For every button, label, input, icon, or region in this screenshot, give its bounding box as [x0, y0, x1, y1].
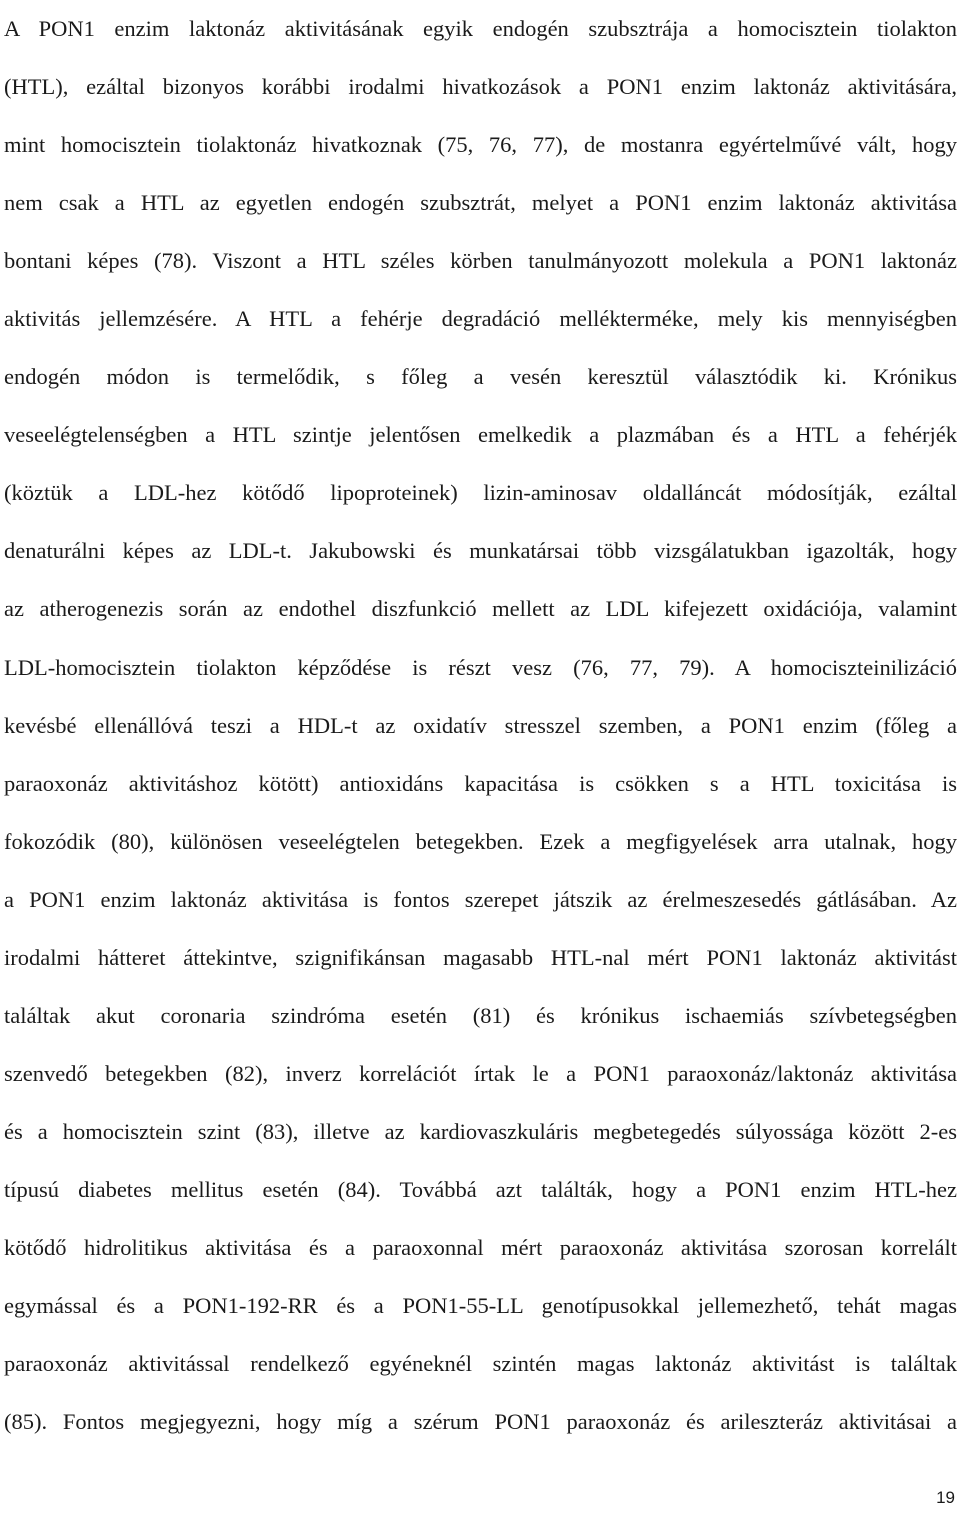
text-line: denaturálni képes az LDL-t. Jakubowski és munkatársai több vizsgálatukban igazolták, hogy [4, 538, 957, 564]
text-line: és a homocisztein szint (83), illetve az kardiovaszkuláris megbetegedés súlyossága között 2-es [4, 1118, 957, 1144]
text-line: veseelégtelenségben a HTL szintje jelentősen emelkedik a plazmában és a HTL a fehérjék [4, 422, 957, 448]
text-line: (HTL), ezáltal bizonyos korábbi irodalmi hivatkozások a PON1 enzim laktonáz aktivitására, [4, 74, 957, 100]
text-line: (85). Fontos megjegyezni, hogy míg a szérum PON1 paraoxonáz és arileszteráz aktivitásai a [4, 1409, 957, 1435]
text-line: egymással és a PON1-192-RR és a PON1-55-LL genotípusokkal jellemezhető, tehát magas [4, 1293, 957, 1319]
text-line: kevésbé ellenállóvá teszi a HDL-t az oxidatív stresszel szemben, a PON1 enzim (főleg a [4, 712, 957, 738]
text-line: szenvedő betegekben (82), inverz korrelációt írtak le a PON1 paraoxonáz/laktonáz aktivitása [4, 1060, 957, 1086]
text-line: paraoxonáz aktivitáshoz kötött) antioxidáns kapacitása is csökken s a HTL toxicitása is [4, 770, 957, 796]
text-line: kötődő hidrolitikus aktivitása és a paraoxonnal mért paraoxonáz aktivitása szorosan korrelált [4, 1234, 957, 1260]
body-paragraph [4, 0, 957, 1451]
text-line: endogén módon is termelődik, s főleg a vesén keresztül választódik ki. Krónikus [4, 364, 957, 390]
text-line: (köztük a LDL-hez kötődő lipoproteinek) lizin-aminosav oldalláncát módosítják, ezáltal [4, 480, 957, 506]
text-line: aktivitás jellemzésére. A HTL a fehérje degradáció mellékterméke, mely kis mennyiségben [4, 306, 957, 332]
text-line: bontani képes (78). Viszont a HTL széles körben tanulmányozott molekula a PON1 laktonáz [4, 248, 957, 274]
text-line: LDL-homocisztein tiolakton képződése is részt vesz (76, 77, 79). A homociszteinilizáció [4, 654, 957, 680]
text-line: az atherogenezis során az endothel diszfunkció mellett az LDL kifejezett oxidációja, valamint [4, 596, 957, 622]
text-line: mint homocisztein tiolaktonáz hivatkoznak (75, 76, 77), de mostanra egyértelművé vált, hogy [4, 132, 957, 158]
text-line: paraoxonáz aktivitással rendelkező egyéneknél szintén magas laktonáz aktivitást is találtak [4, 1351, 957, 1377]
text-line: típusú diabetes mellitus esetén (84). Továbbá azt találták, hogy a PON1 enzim HTL-hez [4, 1176, 957, 1202]
text-line: találtak akut coronaria szindróma esetén (81) és krónikus ischaemiás szívbetegségben [4, 1002, 957, 1028]
text-line: A PON1 enzim laktonáz aktivitásának egyik endogén szubsztrája a homocisztein tiolakton [4, 16, 957, 41]
text-line: fokozódik (80), különösen veseelégtelen betegekben. Ezek a megfigyelések arra utalnak, hogy [4, 828, 957, 854]
text-line: a PON1 enzim laktonáz aktivitása is fontos szerepet játszik az érelmeszesedés gátlásában. Az [4, 886, 957, 912]
text-line: nem csak a HTL az egyetlen endogén szubsztrát, melyet a PON1 enzim laktonáz aktivitása [4, 190, 957, 216]
page-number: 19 [936, 1488, 955, 1507]
text-line: irodalmi hátteret áttekintve, szignifikánsan magasabb HTL-nal mért PON1 laktonáz aktivitást [4, 944, 957, 970]
